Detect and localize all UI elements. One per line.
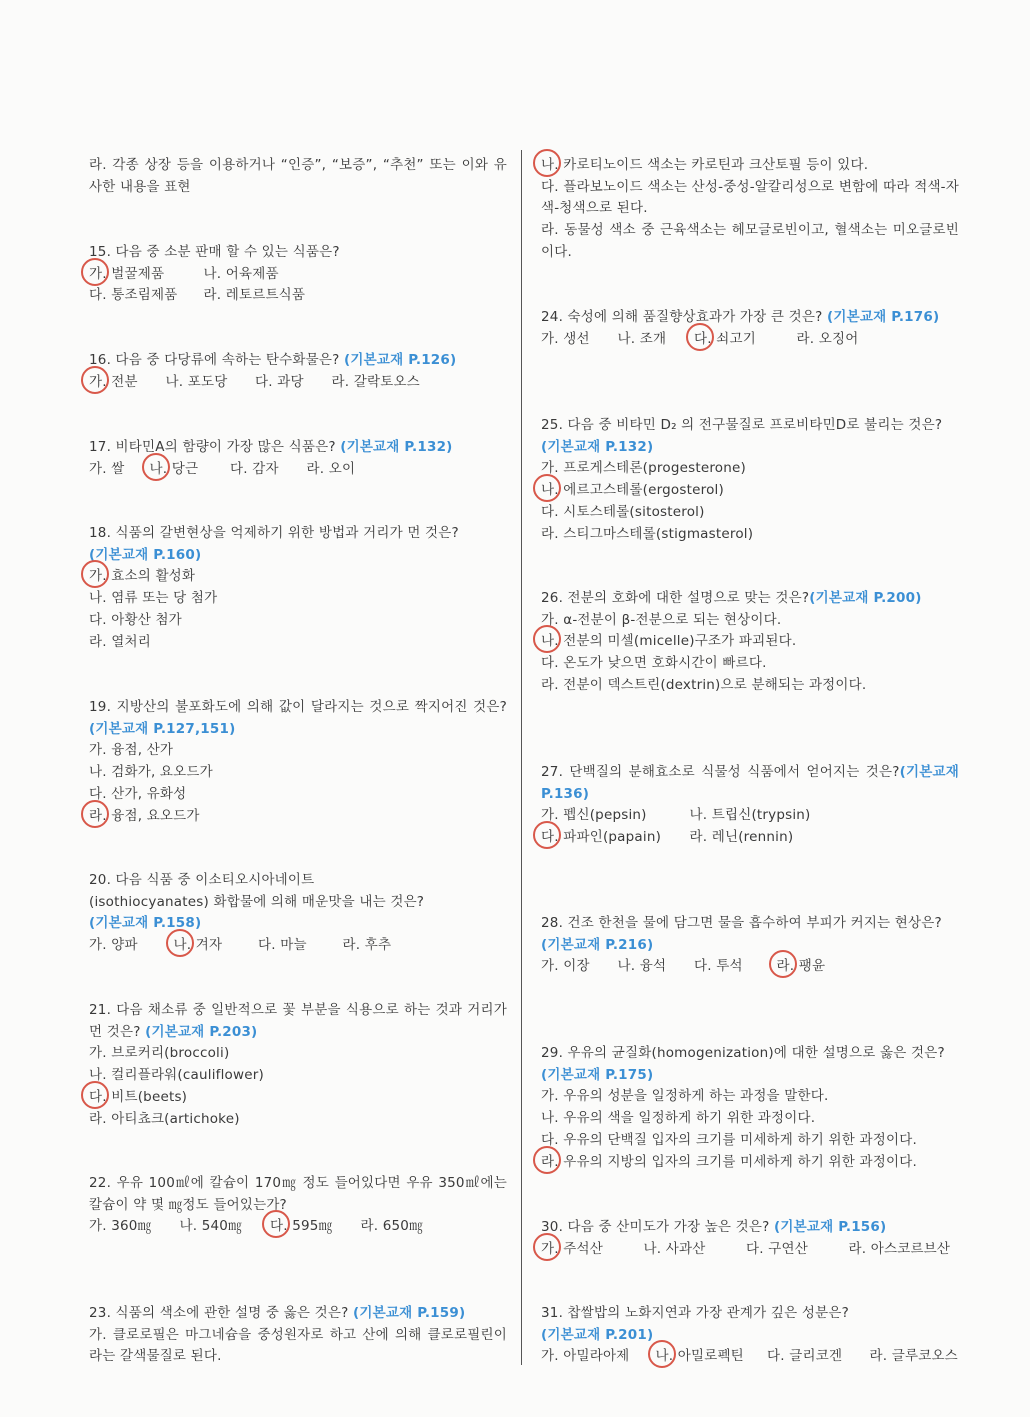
q24-option-b: 나. 조개 [617, 330, 667, 347]
q15-option-b: 나. 어육제품 [203, 265, 279, 282]
q22-option-a: 가. 360㎎ [89, 1218, 152, 1235]
q31-option-d: 라. 글루코오스 [869, 1348, 958, 1365]
q25-stem: 25. 다음 중 비타민 D₂ 의 전구물질로 프로비타민D로 불리는 것은? [541, 417, 943, 433]
q15-option-d: 라. 레토르트식품 [203, 287, 306, 304]
question-31 [541, 1303, 959, 1368]
q28-option-d: 라. 팽윤 [776, 958, 826, 975]
q19-option-b: 나. 검화가, 요오드가 [89, 764, 213, 781]
q25-option-d: 라. 스티그마스테롤(stigmasterol) [541, 525, 754, 542]
q31-option-b: 나. 아밀로펙틴 [655, 1348, 744, 1365]
q30-option-d: 라. 아스코르브산 [848, 1240, 951, 1257]
q25-option-a: 가. 프로게스테론(progesterone) [541, 460, 746, 477]
q26-textbook-ref: (기본교재 P.200) [809, 590, 922, 606]
q25-option-c: 다. 시토스테롤(sitosterol) [541, 503, 705, 520]
q18-option-a: 가. 효소의 활성화 [89, 568, 196, 585]
q25-option-b: 나. 에르고스테롤(ergosterol) [541, 482, 724, 499]
q21-option-b: 나. 컬리플라워(cauliflower) [89, 1067, 264, 1084]
answer-circle [142, 453, 170, 481]
answer-circle [81, 1081, 109, 1109]
question-23 [89, 1303, 507, 1368]
question-18 [89, 523, 507, 653]
q21-option-a: 가. 브로커리(broccoli) [89, 1045, 230, 1062]
q24-option-a: 가. 생선 [541, 330, 590, 347]
q19-option-c: 다. 산가, 유화성 [89, 785, 187, 802]
question-19 [89, 697, 507, 827]
q20-option-a: 가. 양파 [89, 937, 138, 954]
q15-option-a: 가. 벌꿀제품 [89, 265, 165, 282]
q23-option-c: 다. 플라보노이드 색소는 산성-중성-알칼리성으로 변함에 따라 적색-자색-청색으로 된다. [541, 178, 959, 217]
q16-option-b: 나. 포도당 [165, 373, 228, 390]
q28-option-a: 가. 이장 [541, 958, 590, 975]
q22-stem: 22. 우유 100㎖에 칼슘이 170㎎ 정도 들어있다면 우유 350㎖에는 칼슘이 약 몇 ㎎정도 들어있는가? [89, 1175, 507, 1213]
q20-textbook-ref: (기본교재 P.158) [89, 915, 202, 932]
q26-option-c: 다. 온도가 낮으면 호화시간이 빠르다. [541, 655, 767, 672]
answer-circle [648, 1340, 676, 1368]
q17-stem: 17. 비타민A의 함량이 가장 많은 식품은? [89, 439, 336, 455]
q31-textbook-ref: (기본교재 P.201) [541, 1326, 654, 1343]
question-21 [89, 1000, 507, 1130]
q15-stem: 15. 다음 중 소분 판매 할 수 있는 식품은? [89, 244, 340, 260]
q17-textbook-ref: (기본교재 P.132) [340, 439, 453, 455]
q20-stem-line2: (isothiocyanates) 화합물에 의해 매운맛을 내는 것은? [89, 893, 425, 910]
q19-stem: 19. 지방산의 불포화도에 의해 값이 달라지는 것으로 짝지어진 것은? [89, 699, 507, 715]
question-16 [89, 350, 507, 393]
q17-option-c: 다. 감자 [230, 460, 279, 477]
q16-textbook-ref: (기본교재 P.126) [344, 352, 457, 368]
q19-textbook-ref: (기본교재 P.127,151) [89, 720, 236, 737]
question-29 [541, 1043, 959, 1173]
q30-option-b: 나. 사과산 [643, 1240, 706, 1257]
q17-option-d: 라. 오이 [306, 460, 356, 477]
q29-textbook-ref: (기본교재 P.175) [541, 1066, 654, 1083]
q30-stem: 30. 다음 중 산미도가 가장 높은 것은? [541, 1219, 770, 1235]
q27-option-c: 다. 파파인(papain) [541, 829, 662, 846]
q19-option-d: 라. 융점, 요오드가 [89, 807, 200, 824]
q24-textbook-ref: (기본교재 P.176) [826, 309, 940, 325]
q20-option-d: 라. 후추 [342, 937, 392, 954]
q28-stem: 28. 건조 한천을 물에 담그면 물을 흡수하여 부피가 커지는 현상은? [541, 915, 942, 931]
q29-option-b: 나. 우유의 색을 일정하게 하기 위한 과정이다. [541, 1110, 816, 1127]
answer-circle [533, 1233, 561, 1261]
q21-option-d: 라. 아티쵸크(artichoke) [89, 1110, 240, 1127]
q20-option-b: 나. 겨자 [173, 937, 223, 954]
q24-option-c: 다. 쇠고기 [694, 330, 756, 347]
q29-option-a: 가. 우유의 성분을 일정하게 하는 과정을 말한다. [541, 1088, 829, 1105]
q29-option-d: 라. 우유의 지방의 입자의 크기를 미세하게 하기 위한 과정이다. [541, 1153, 917, 1170]
q30-textbook-ref: (기본교재 P.156) [774, 1219, 887, 1235]
q21-textbook-ref: (기본교재 P.203) [145, 1023, 258, 1040]
q16-option-c: 다. 과당 [255, 373, 304, 390]
answer-circle [533, 821, 561, 849]
q27-option-b: 나. 트립신(trypsin) [689, 807, 811, 824]
q28-textbook-ref: (기본교재 P.216) [541, 936, 654, 953]
q18-option-b: 나. 염류 또는 당 첨가 [89, 590, 218, 607]
answer-circle [81, 800, 109, 828]
question-22 [89, 1173, 507, 1238]
q31-option-a: 가. 아밀라아제 [541, 1348, 630, 1365]
q27-option-d: 라. 레닌(rennin) [689, 829, 794, 846]
q24-option-d: 라. 오징어 [796, 330, 859, 347]
q26-stem: 26. 전분의 호화에 대한 설명으로 맞는 것은? [541, 590, 810, 606]
question-15 [89, 242, 507, 307]
question-25 [541, 415, 959, 545]
question-23-continued [541, 155, 959, 264]
q16-option-d: 라. 갈락토오스 [331, 373, 420, 390]
q17-option-b: 나. 당근 [149, 460, 199, 477]
q31-stem: 31. 찹쌀밥의 노화지연과 가장 관계가 깊은 성분은? [541, 1305, 849, 1321]
q19-option-a: 가. 융점, 산가 [89, 742, 174, 759]
q26-option-a: 가. α-전분이 β-전분으로 되는 현상이다. [541, 611, 782, 628]
q18-option-d: 라. 열처리 [89, 633, 151, 650]
question-20 [89, 870, 507, 957]
answer-circle [686, 323, 714, 351]
q21-option-c: 다. 비트(beets) [89, 1088, 188, 1105]
answer-circle [533, 474, 561, 502]
q30-option-c: 다. 구연산 [746, 1240, 808, 1257]
question-26 [541, 588, 959, 697]
q16-option-a: 가. 전분 [89, 373, 138, 390]
question-17 [89, 437, 507, 480]
q22-option-b: 나. 540㎎ [179, 1218, 242, 1235]
answer-circle [769, 950, 797, 978]
question-27 [541, 762, 959, 849]
q23-option-a: 가. 클로로필은 마그네슘을 중성원자로 하고 산에 의해 클로로필린이라는 갈색물질로 된다. [89, 1326, 507, 1365]
answer-circle [81, 258, 109, 286]
column-divider [521, 150, 522, 1365]
q23-stem: 23. 식품의 색소에 관한 설명 중 옳은 것은? [89, 1305, 349, 1321]
question-24 [541, 307, 959, 350]
q28-option-c: 다. 투석 [694, 958, 743, 975]
q16-stem: 16. 다음 중 다당류에 속하는 탄수화물은? [89, 352, 340, 368]
question-28 [541, 913, 959, 978]
q26-option-d: 라. 전분이 덱스트린(dextrin)으로 분해되는 과정이다. [541, 676, 867, 693]
q29-option-c: 다. 우유의 단백질 입자의 크기를 미세하게 하기 위한 과정이다. [541, 1131, 917, 1148]
q30-option-a: 가. 주석산 [541, 1240, 603, 1257]
q31-option-c: 다. 글리코겐 [767, 1348, 843, 1365]
q25-textbook-ref: (기본교재 P.132) [541, 438, 654, 455]
q23-option-b: 나. 카로티노이드 색소는 카로틴과 크산토필 등이 있다. [541, 157, 869, 173]
q27-option-a: 가. 펩신(pepsin) [541, 807, 647, 824]
q17-option-a: 가. 쌀 [89, 460, 125, 477]
q20-option-c: 다. 마늘 [258, 937, 307, 954]
q14-option-d: 라. 각종 상장 등을 이용하거나 “인증”, “보증”, “추천” 또는 이와 유사한 내용을 표현 [89, 157, 507, 195]
q26-option-b: 나. 전분의 미셀(micelle)구조가 파괴된다. [541, 633, 797, 650]
q18-option-c: 다. 아황산 첨가 [89, 611, 182, 628]
q15-option-c: 다. 통조림제품 [89, 287, 178, 304]
q18-textbook-ref: (기본교재 P.160) [89, 546, 202, 563]
question-14-tail [89, 155, 507, 198]
q24-stem: 24. 숙성에 의해 품질향상효과가 가장 큰 것은? [541, 309, 823, 325]
q22-option-d: 라. 650㎎ [360, 1218, 423, 1235]
answer-circle [533, 1146, 561, 1174]
question-30 [541, 1217, 959, 1260]
q21-stem: 21. 다음 채소류 중 일반적으로 꽃 부분을 식용으로 하는 것과 거리가 먼 것은? [89, 1002, 507, 1040]
q23-textbook-ref: (기본교재 P.159) [353, 1305, 466, 1321]
q27-stem: 27. 단백질의 분해효소로 식물성 식품에서 얻어지는 것은? [541, 764, 900, 780]
q18-stem: 18. 식품의 갈변현상을 억제하기 위한 방법과 거리가 먼 것은? [89, 525, 459, 541]
q22-option-c: 다. 595㎎ [270, 1218, 333, 1235]
answer-circle [533, 149, 561, 177]
q29-stem: 29. 우유의 균질화(homogenization)에 대한 설명으로 옳은 것은? [541, 1045, 945, 1061]
q23-option-d: 라. 동물성 색소 중 근육색소는 헤모글로빈이고, 혈색소는 미오글로빈이다. [541, 222, 959, 260]
q27-textbook-ref: (기본교재 P.136) [541, 764, 959, 802]
q20-stem-line1: 20. 다음 식품 중 이소티오시아네이트 [89, 872, 315, 888]
q28-option-b: 나. 융석 [617, 958, 667, 975]
answer-circle [81, 366, 109, 394]
answer-circle [166, 929, 194, 957]
